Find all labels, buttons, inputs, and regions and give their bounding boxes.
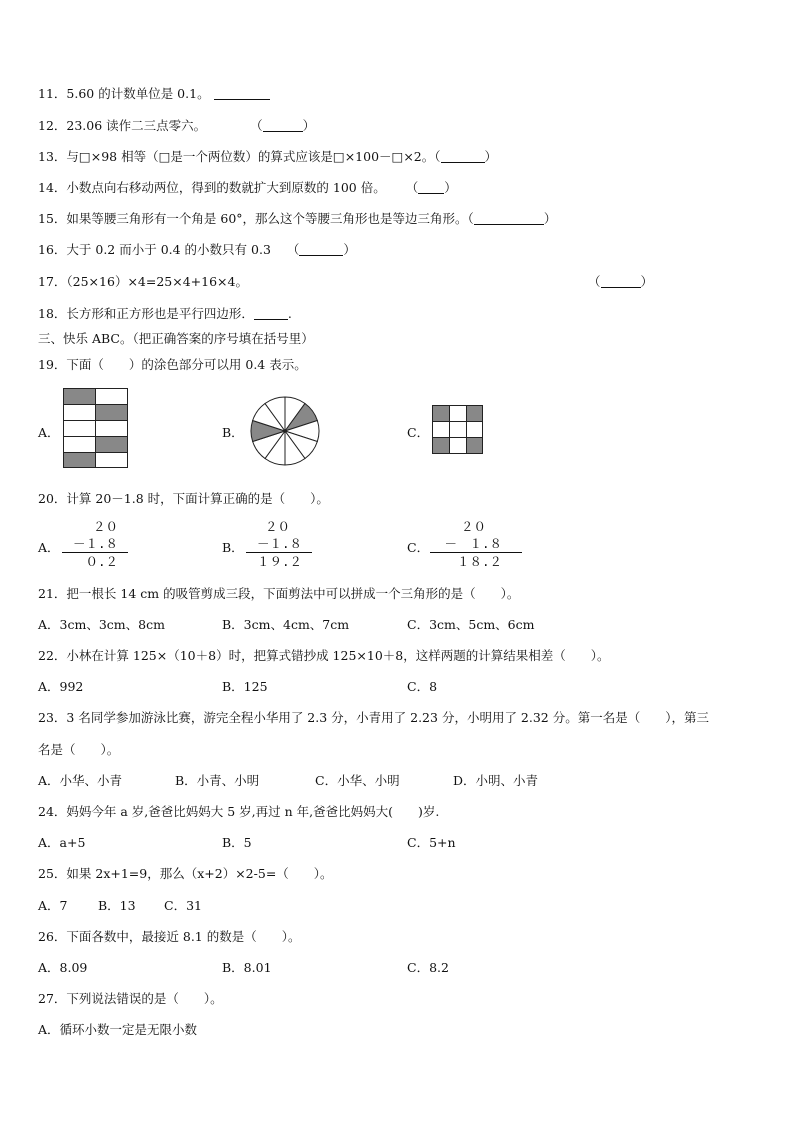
question-17-paren <box>588 272 653 290</box>
question-text: 下面各数中，最接近 8.1 的数是（ ）。 <box>66 929 301 944</box>
option-b-label[interactable]: B． <box>222 425 244 440</box>
question-text: 把一根长 14 cm 的吸管剪成三段，下面剪法中可以拼成一个三角形的是（ ）。 <box>66 586 520 601</box>
option-c[interactable]: C．5+n <box>407 835 456 850</box>
question-number: 16． <box>38 242 67 257</box>
answer-blank[interactable] <box>418 181 444 194</box>
paren-right: ） <box>343 242 356 257</box>
option-a[interactable]: A．7 <box>38 898 68 913</box>
question-16 <box>38 240 356 258</box>
paren-left: （ <box>286 242 300 257</box>
option-a-label[interactable]: A． <box>38 425 60 440</box>
question-number: 15． <box>38 211 67 226</box>
question-text: 3 名同学参加游泳比赛，游完全程小华用了 2.3 分，小青用了 2.23 分，小明用了 2.32 分。第一名是（ ），第三 <box>66 710 709 725</box>
question-14 <box>38 178 457 196</box>
question-number: 27． <box>38 991 67 1006</box>
paren-right: ） <box>484 149 498 164</box>
paren-left: （ <box>434 149 441 164</box>
option-d[interactable]: D．小明、小青 <box>453 773 539 788</box>
question-number: 17． <box>38 274 67 289</box>
paren-left: （ <box>405 180 419 195</box>
paren-right: ） <box>543 211 557 226</box>
option-c[interactable]: C．8 <box>407 679 438 694</box>
question-number: 22． <box>38 648 67 663</box>
question-text: 妈妈今年 a 岁,爸爸比妈妈大 5 岁,再过 n 年,爸爸比妈妈大( )岁. <box>66 804 440 819</box>
question-text: 大于 0.2 而小于 0.4 的小数只有 0.3 <box>66 242 271 257</box>
question-27 <box>38 989 223 1007</box>
figure-a-grid <box>63 388 128 468</box>
paren-left: （ <box>467 211 474 226</box>
option-c[interactable]: C．小华、小明 <box>315 773 400 788</box>
question-text: 5.60 的计数单位是 0.1。 <box>66 86 210 101</box>
paren-left: （ <box>588 274 601 289</box>
section-title: 三、快乐 ABC。（把正确答案的序号填在括号里） <box>38 331 314 346</box>
question-number: 25． <box>38 866 67 881</box>
option-c-label[interactable]: C． <box>407 425 430 440</box>
answer-blank[interactable] <box>299 243 343 256</box>
option-b[interactable]: B．5 <box>222 835 252 850</box>
answer-blank[interactable] <box>254 307 288 320</box>
question-26 <box>38 927 300 945</box>
option-b[interactable]: B．125 <box>222 679 268 694</box>
answer-blank[interactable] <box>263 119 303 132</box>
option-b[interactable]: B．3cm、4cm、7cm <box>222 617 350 632</box>
question-text: 小数点向右移动两位，得到的数就扩大到原数的 100 倍。 <box>66 180 386 195</box>
question-text: 计算 20－1.8 时，下面计算正确的是（ ）。 <box>66 491 329 506</box>
option-b[interactable]: B．8.01 <box>222 960 272 975</box>
question-text: （25×16）×4=25×4+16×4。 <box>66 274 248 289</box>
option-c[interactable]: C．31 <box>164 898 202 913</box>
answer-blank[interactable] <box>601 275 641 288</box>
question-21 <box>38 584 519 602</box>
question-13 <box>38 147 497 165</box>
option-a[interactable]: A．992 <box>38 679 84 694</box>
paren-right: ） <box>640 274 654 289</box>
question-20 <box>38 489 329 507</box>
question-text: 小林在计算 125×（10＋8）时，把算式错抄成 125×10＋8，这样两题的计算结果相差（ ）。 <box>66 648 610 663</box>
question-25 <box>38 864 333 882</box>
option-a-label[interactable]: A． <box>38 540 60 555</box>
figure-c-grid <box>432 405 483 454</box>
question-text: 下列说法错误的是（ ）。 <box>66 991 223 1006</box>
question-number: 24． <box>38 804 67 819</box>
question-text: 23.06 读作二三点零六。 <box>66 118 207 133</box>
option-a[interactable]: A．8.09 <box>38 960 88 975</box>
vertical-calc-c: ２０ － １.８ １８.２ <box>430 518 522 570</box>
question-text: 长方形和正方形也是平行四边形． <box>66 306 254 321</box>
vertical-calc-a: ２０ －１.８ ０.２ <box>62 518 128 570</box>
question-17 <box>38 272 248 290</box>
option-b-label[interactable]: B． <box>222 540 244 555</box>
question-12 <box>38 116 315 134</box>
answer-blank[interactable] <box>214 87 270 100</box>
question-number: 23． <box>38 710 67 725</box>
question-22 <box>38 646 610 664</box>
option-c[interactable]: C．3cm、5cm、6cm <box>407 617 535 632</box>
question-number: 21． <box>38 586 67 601</box>
paren-left: （ <box>250 118 263 133</box>
question-number: 14． <box>38 180 67 195</box>
question-number: 11． <box>38 86 67 101</box>
option-a[interactable]: A．小华、小青 <box>38 773 123 788</box>
option-c-label[interactable]: C． <box>407 540 430 555</box>
option-a[interactable]: A．3cm、3cm、8cm <box>38 617 165 632</box>
question-number: 26． <box>38 929 67 944</box>
vertical-calc-b: ２０ －１.８ １９.２ <box>246 518 312 570</box>
question-text: 下面（ ）的涂色部分可以用 0.4 表示。 <box>66 357 307 372</box>
question-18 <box>38 304 292 322</box>
question-19 <box>38 355 307 373</box>
option-c[interactable]: C．8.2 <box>407 960 449 975</box>
question-number: 18． <box>38 306 67 321</box>
option-a[interactable]: A．循环小数一定是无限小数 <box>38 1022 198 1037</box>
question-text: 与□×98 相等（□是一个两位数）的算式应该是□×100－□×2。 <box>66 149 435 164</box>
answer-blank[interactable] <box>474 212 544 225</box>
question-text: 如果 2x+1=9，那么（x+2）×2-5=（ ）。 <box>66 866 333 881</box>
paren-right: ） <box>444 180 457 195</box>
question-11 <box>38 84 270 102</box>
question-24 <box>38 802 439 820</box>
option-a[interactable]: A．a+5 <box>38 835 86 850</box>
question-number: 20． <box>38 491 67 506</box>
option-b[interactable]: B．13 <box>98 898 136 913</box>
paren-right: ） <box>302 118 316 133</box>
question-23 <box>38 708 709 726</box>
figure-b-circle <box>250 396 320 466</box>
question-number: 13． <box>38 149 67 164</box>
question-23-cont: 名是（ ）。 <box>38 742 120 757</box>
option-b[interactable]: B．小青、小明 <box>175 773 260 788</box>
question-number: 12． <box>38 118 67 133</box>
period: . <box>287 306 292 321</box>
question-15 <box>38 209 556 227</box>
question-text: 如果等腰三角形有一个角是 60°，那么这个等腰三角形也是等边三角形。 <box>66 211 468 226</box>
question-number: 19． <box>38 357 67 372</box>
answer-blank[interactable] <box>441 150 485 163</box>
